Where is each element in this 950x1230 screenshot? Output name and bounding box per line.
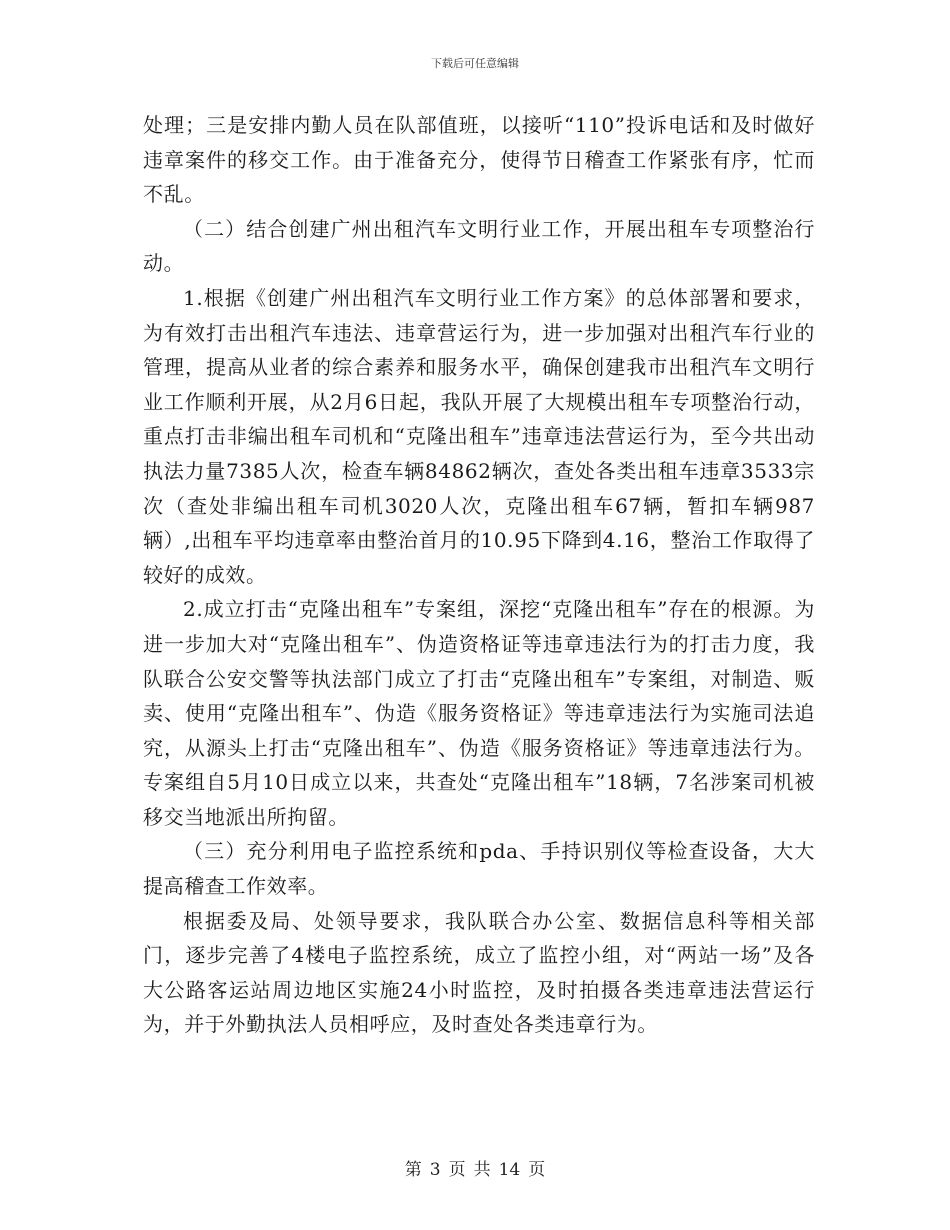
paragraph-2: （二）结合创建广州出租汽车文明行业工作，开展出租车专项整治行动。 <box>143 216 815 276</box>
page-prefix: 第 <box>404 1160 422 1180</box>
paragraph-1: 处理；三是安排内勤人员在队部值班，以接听“110”投诉电话和及时做好违章案件的移交工作。由于准备充分，使得节日稽查工作紧张有序，忙而不乱。 <box>143 113 815 207</box>
page-number-footer <box>0 1155 950 1180</box>
page-suffix: 页 <box>528 1160 546 1180</box>
paragraph-4: 2.成立打击“克隆出租车”专案组，深挖“克隆出租车”存在的根源。为进一步加大对“克隆出租车”、伪造资格证等违章违法行为的打击力度，我队联合公安交警等执法部门成立了打击“克隆出租车”专案组，对制造、贩卖、使用“克隆出租车”、伪造《服务资格证》等违章违法行为实施司法追究，从源头上打击“克隆出租车”、伪造《服务资格证》等违章违法行为。专案组自5月10日成立以来，共查处“克隆出租车”18辆，7名涉案司机被移交当地派出所拘留。 <box>143 597 815 829</box>
paragraph-3: 1.根据《创建广州出租汽车文明行业工作方案》的总体部署和要求，为有效打击出租汽车违法、违章营运行为，进一步加强对出租汽车行业的管理，提高从业者的综合素养和服务水平，确保创建我市出租汽车文明行业工作顺利开展，从2月6日起，我队开展了大规模出租车专项整治行动，重点打击非编出租车司机和“克隆出租车”违章违法营运行为，至今共出动执法力量7385人次，检查车辆84862辆次，查处各类出租车违章3533宗次（查处非编出租车司机3020人次，克隆出租车67辆，暂扣车辆987辆）,出租车平均违章率由整治首月的10.95下降到4.16，整治工作取得了较好的成效。 <box>143 285 815 587</box>
page-header-note: 下载后可任意编辑 <box>431 57 519 70</box>
paragraph-5: （三）充分利用电子监控系统和pda、手持识别仪等检查设备，大大提高稽查工作效率。 <box>143 839 815 899</box>
document-body <box>143 108 815 1042</box>
paragraph-6: 根据委及局、处领导要求，我队联合办公室、数据信息科等相关部门，逐步完善了4楼电子监控系统，成立了监控小组，对“两站一场”及各大公路客运站周边地区实施24小时监控，及时拍摄各类违章违法营运行为，并于外勤执法人员相呼应，及时查处各类违章行为。 <box>143 908 815 1037</box>
page-label: 页 <box>448 1160 466 1180</box>
page-current: 3 <box>429 1160 441 1180</box>
page-total: 14 <box>498 1160 521 1180</box>
page-total-label: 共 <box>473 1160 491 1180</box>
